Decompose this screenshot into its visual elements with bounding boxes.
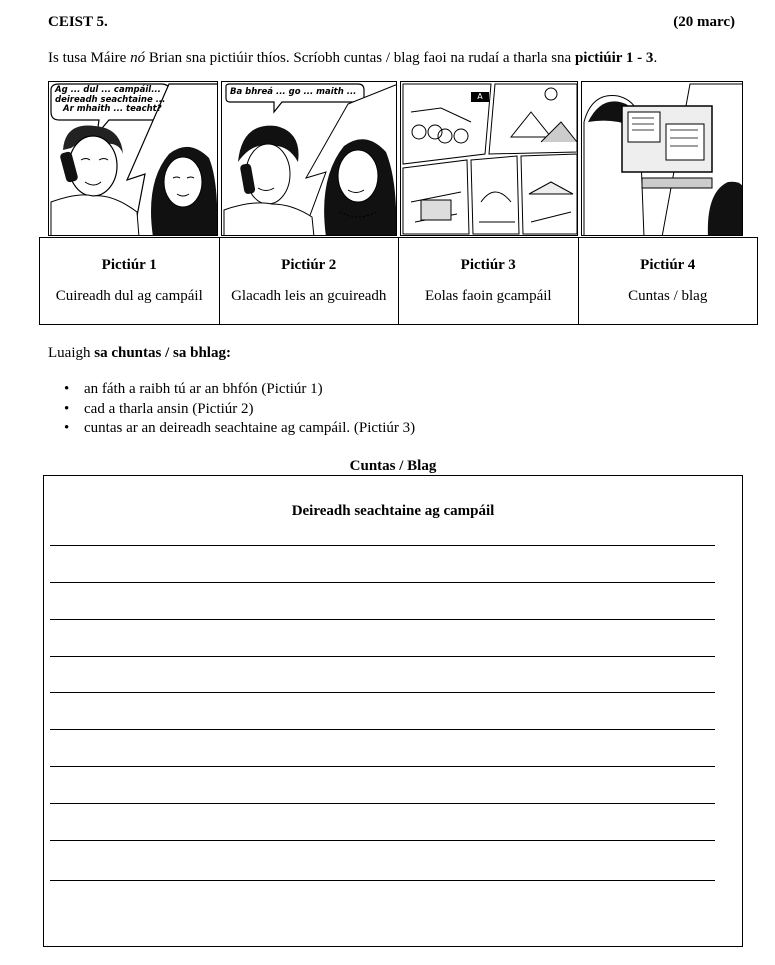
marks-label: (20 marc) [673, 14, 735, 30]
bullet-list [48, 380, 415, 439]
bubble2-text: Ba bhreá ... go ... maith ... [230, 87, 357, 97]
comic-panel-3 [400, 81, 578, 236]
blog-heading: Cuntas / Blag [349, 458, 437, 474]
comic-strip [48, 81, 743, 236]
caption-text-3: Eolas faoin gcampáil [424, 288, 552, 304]
comic-panel-1 [48, 81, 218, 236]
writing-line[interactable] [50, 803, 715, 804]
writing-line[interactable] [50, 656, 715, 657]
list-item: • cuntas ar an deireadh seachtaine ag campáil. (Pictiúr 3) [84, 419, 415, 439]
comic-panel-2 [221, 81, 397, 236]
bubble1-line-2: deireadh seachtaine ... [55, 94, 166, 105]
bubble1-line-3: Ar mhaith ... teacht? [63, 104, 162, 114]
comic-panel-4 [581, 81, 743, 236]
caption-cell-4 [578, 238, 758, 325]
writing-line[interactable] [50, 880, 715, 881]
bubble1-line-1: Ag ... dul ... campáil... [55, 85, 161, 95]
caption-title-2: Pictiúr 2 [281, 257, 337, 273]
caption-title-3: Pictiúr 3 [460, 257, 516, 273]
writing-line[interactable] [50, 619, 715, 620]
writing-line[interactable] [50, 582, 715, 583]
instruction-text: Is tusa Máire nó Brian sna pictiúir thíos. Scríobh cuntas / blag faoi na rudaí a tharla sna pictiúir 1 - 3. [48, 50, 658, 66]
caption-table [39, 237, 758, 325]
writing-line[interactable] [50, 692, 715, 693]
prompt-text: Luaigh sa chuntas / sa bhlag: [48, 345, 231, 361]
caption-title-1: Pictiúr 1 [101, 257, 157, 273]
caption-title-4: Pictiúr 4 [640, 257, 696, 273]
writing-line[interactable] [50, 766, 715, 767]
caption-cell-2 [219, 238, 399, 325]
caption-text-2: Glacadh leis an gcuireadh [231, 288, 387, 304]
list-item: • cad a tharla ansin (Pictiúr 2) [84, 400, 415, 420]
question-number: CEIST 5. [48, 14, 108, 30]
writing-line[interactable] [50, 729, 715, 730]
caption-cell-3 [399, 238, 579, 325]
caption-cell-1 [40, 238, 220, 325]
caption-text-1: Cuireadh dul ag campáil [55, 288, 203, 304]
writing-line[interactable] [50, 840, 715, 841]
list-item: • an fáth a raibh tú ar an bhfón (Pictiúr 1) [84, 380, 415, 400]
blog-title: Deireadh seachtaine ag campáil [291, 503, 495, 519]
caption-text-4: Cuntas / blag [628, 288, 708, 304]
sign-label: A [477, 92, 483, 101]
writing-line[interactable] [50, 545, 715, 546]
